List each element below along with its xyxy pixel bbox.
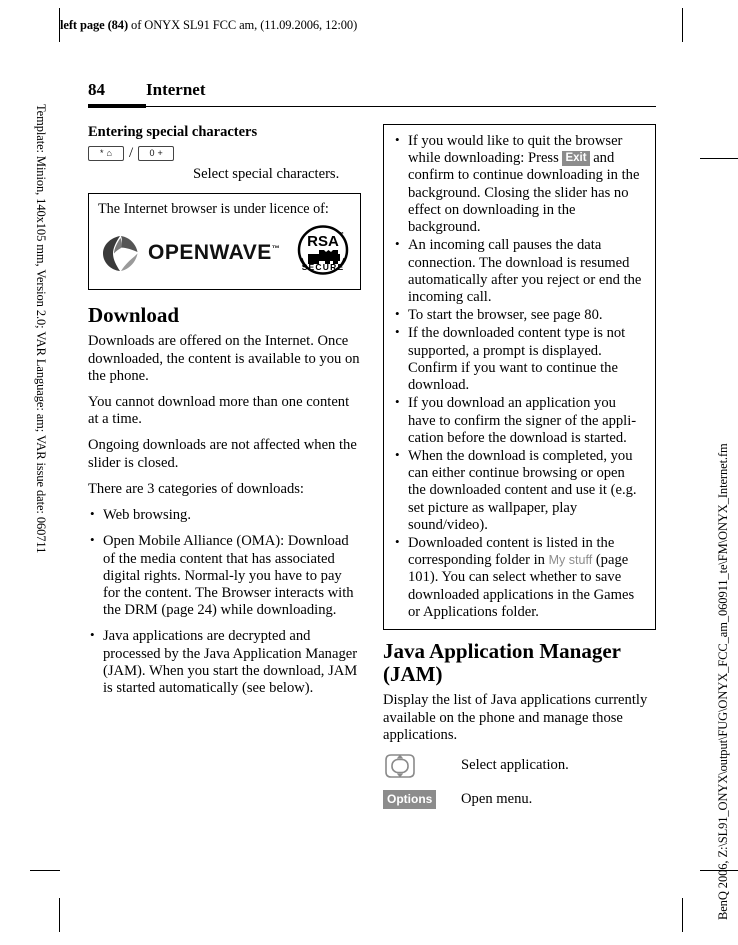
list-item	[393, 535, 646, 621]
page-number: 84	[88, 80, 105, 99]
licence-caption: The Internet browser is under licence of:	[98, 200, 329, 217]
navigation-key-cell	[383, 753, 461, 779]
download-paragraph-3: Ongoing downloads are not affected when the slider is closed.	[88, 437, 357, 471]
download-paragraph-1: Downloads are offered on the Internet. Once downloaded, the content is available to you on the phone.	[88, 333, 360, 384]
left-margin-template-note: Template: Minion, 140x105 mm, Version 2.0; VAR Language: am; VAR issue date: 060711	[34, 104, 48, 554]
svg-text:SECURE: SECURE	[301, 262, 345, 273]
running-head	[88, 80, 656, 108]
special-chars-action-description: Select special characters.	[193, 165, 340, 182]
rsa-secure-logo	[297, 225, 349, 280]
zero-key-icon[interactable]	[138, 146, 174, 161]
download-notes-list	[393, 133, 646, 621]
openwave-tm: ™	[271, 243, 281, 253]
download-paragraph-2: You cannot download more than one content at a time.	[88, 393, 350, 428]
navigation-key-icon[interactable]	[383, 753, 417, 779]
svg-text:RSA: RSA	[307, 233, 339, 251]
note-text-before: Downloaded content is listed in the corresponding folder in	[408, 535, 615, 569]
key-separator: /	[129, 144, 134, 161]
list-item: • If you download an application you have to confirm the signer of the appli-cation before the download is started.	[393, 395, 646, 447]
openwave-text: OPENWAVE	[148, 240, 272, 264]
right-margin-filepath-note: BenQ 2006, Z:\SL91_ONYX\output\FUG\ONYX_FCC_am_060911_te\FM\ONYX_Internet.fm	[716, 443, 730, 920]
crop-mark-bottom-right	[682, 898, 683, 932]
jam-paragraph: Display the list of Java applications currently available on the phone and manage those applications.	[383, 692, 648, 743]
page-slug-line	[60, 18, 357, 33]
exit-softkey-chip[interactable]: Exit	[562, 151, 589, 166]
openwave-wordmark	[148, 241, 280, 265]
my-stuff-menu-reference[interactable]: My stuff	[548, 553, 593, 568]
star-key-icon[interactable]	[88, 146, 124, 161]
note-text-before: If you would like to quit the browser while downloading: Press	[408, 133, 623, 167]
slug-rest-part: of ONYX SL91 FCC am, (11.09.2006, 12:00)	[128, 18, 358, 32]
zero-key-symbol: +	[157, 147, 163, 158]
action-description: Open menu.	[461, 791, 533, 808]
list-item	[393, 133, 646, 236]
crop-mark-left-lower	[30, 870, 60, 871]
heading-entering-special-characters: Entering special characters	[88, 124, 258, 140]
special-character-key-row	[88, 145, 361, 162]
heading-download: Download	[88, 303, 180, 328]
crop-mark-right-upper	[700, 158, 738, 159]
star-key-label: *	[100, 147, 104, 158]
star-key-symbol: ⌂	[106, 147, 112, 158]
licence-logos	[98, 225, 351, 280]
crop-mark-bottom-left	[59, 898, 60, 932]
action-row-open-menu	[383, 788, 656, 812]
download-categories-list	[88, 507, 361, 697]
list-item: • Web browsing.	[88, 507, 361, 524]
options-softkey-cell	[383, 790, 461, 809]
list-item: • To start the browser, see page 80.	[393, 307, 646, 324]
page-body-columns	[88, 124, 656, 812]
note-text-after: and confirm to continue downloading in the background. Closing the slider has no effect on downloading in the background.	[408, 150, 640, 236]
list-item: • If the downloaded content type is not supported, a prompt is displayed. Confirm if you want to continue the download.	[393, 325, 646, 394]
note-text-after: (page 101). You can select whether to save downloaded applications in the Games or Applications folder.	[408, 552, 635, 620]
download-notes-box	[383, 124, 656, 630]
running-head-rule	[88, 104, 656, 108]
action-row-select-application	[383, 753, 656, 779]
list-item: • Open Mobile Alliance (OMA): Download of the media content that has associated digital rights. Normal-ly you have to pay for the content. The Browser interacts with the DRM (page 24) while downloading.	[88, 533, 361, 619]
svg-text:™: ™	[338, 232, 344, 239]
openwave-mark-icon	[100, 232, 142, 274]
heading-java-application-manager: Java Application Manager (JAM)	[383, 639, 621, 687]
openwave-logo	[100, 232, 280, 274]
list-item: • Java applications are decrypted and processed by the Java Application Manager (JAM). When you start the download, JAM is started automatically (see below).	[88, 628, 361, 697]
crop-mark-top-right	[682, 8, 683, 42]
right-column	[383, 124, 656, 812]
list-item: • When the download is completed, you can either continue browsing or open the downloaded content and use it (e.g. set picture as wallpaper, play sound/video).	[393, 448, 646, 534]
licence-box	[88, 193, 361, 290]
zero-key-label: 0	[149, 147, 155, 158]
list-item: • An incoming call pauses the data connection. The download is resumed automatically after you reject or end the incoming call.	[393, 237, 646, 306]
rsa-secure-mark-icon	[297, 225, 349, 275]
chapter-title: Internet	[146, 80, 206, 99]
options-softkey-chip[interactable]: Options	[383, 790, 436, 809]
action-description: Select application.	[461, 757, 569, 774]
slug-bold-part: left page (84)	[60, 18, 129, 32]
left-column	[88, 124, 361, 812]
download-paragraph-4: There are 3 categories of downloads:	[88, 480, 304, 497]
